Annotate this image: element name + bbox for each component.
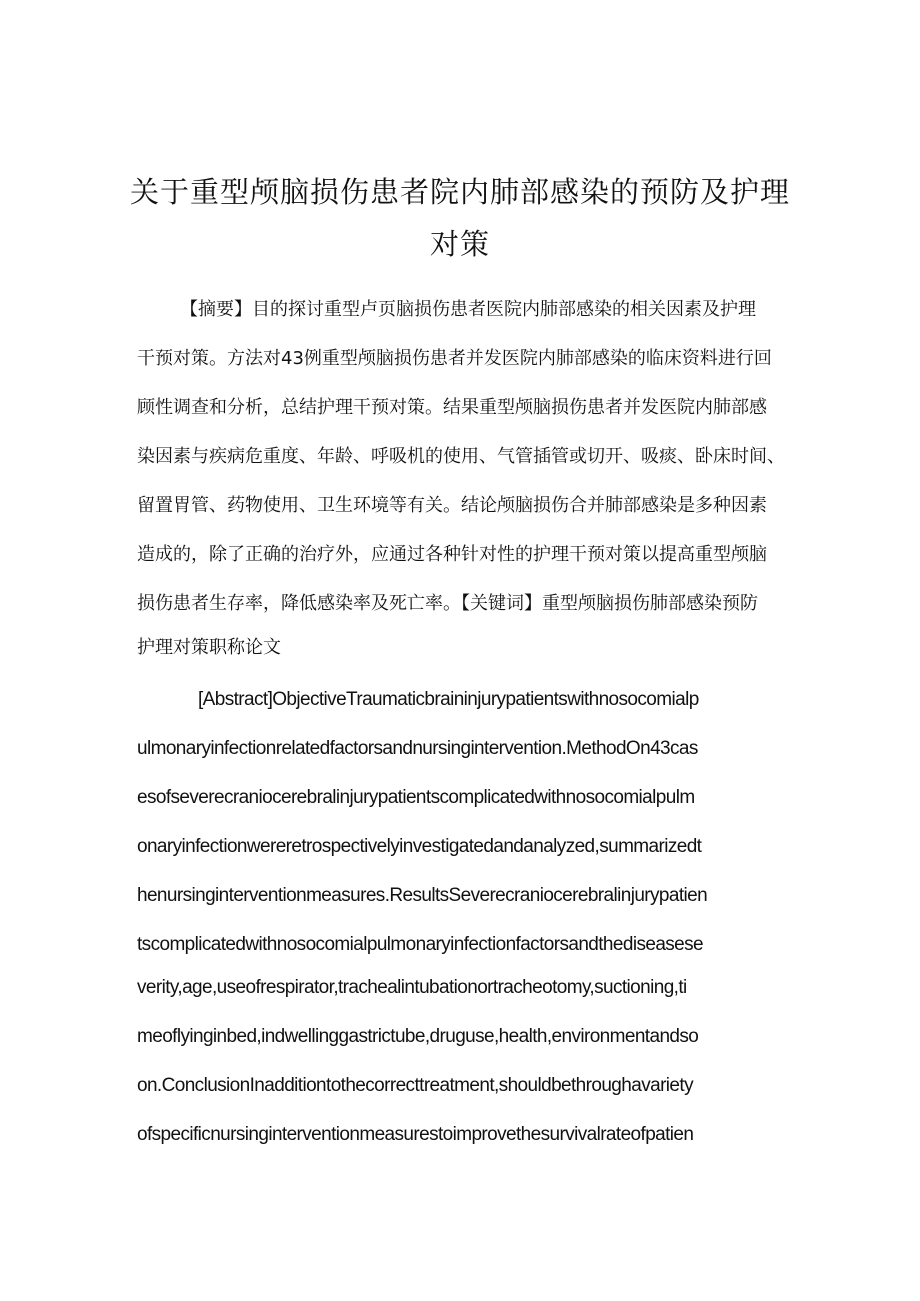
- abstract-cn-line: 造成的，除了正确的治疗外，应通过各种针对性的护理干预对策以提高重型颅脑: [137, 544, 767, 565]
- abstract-en-line: esofseverecraniocerebralinjurypatientscomplicatedwithnosocomialpulm: [137, 787, 695, 808]
- document-title-line-1: 关于重型颅脑损伤患者院内肺部感染的预防及护理: [129, 175, 790, 209]
- abstract-en-line: tscomplicatedwithnosocomialpulmonaryinfectionfactorsandthediseasese: [137, 934, 704, 955]
- abstract-cn-line: 护理对策职称论文: [137, 637, 281, 658]
- abstract-en-line: ofspecificnursinginterventionmeasurestoimprovethesurvivalrateofpatien: [137, 1124, 694, 1145]
- abstract-en-line: verity,age,useofrespirator,trachealintubationortracheotomy,suctioning,ti: [137, 977, 687, 998]
- abstract-en-line: meoflyinginbed,indwellinggastrictube,druguse,health,environmentandso: [137, 1026, 699, 1047]
- abstract-cn-line: 【摘要】目的探讨重型卢页脑损伤患者医院内肺部感染的相关因素及护理: [180, 299, 756, 320]
- abstract-en-line: henursinginterventionmeasures.ResultsSeverecraniocerebralinjurypatien: [137, 885, 708, 906]
- abstract-cn-line: 顾性调查和分析，总结护理干预对策。结果重型颅脑损伤患者并发医院内肺部感: [137, 397, 767, 418]
- abstract-en-line: on.ConclusionInadditiontothecorrecttreatment,shouldbethroughavariety: [137, 1075, 693, 1096]
- abstract-en-line: onaryinfectionwereretrospectivelyinvestigatedandanalyzed,summarizedt: [137, 836, 702, 857]
- abstract-cn-line: 染因素与疾病危重度、年龄、呼吸机的使用、气管插管或切开、吸痰、卧床时间、: [137, 446, 785, 467]
- abstract-cn-line: 干预对策。方法对43例重型颅脑损伤患者并发医院内肺部感染的临床资料进行回: [137, 348, 772, 369]
- document-title-line-2: 对策: [429, 227, 490, 261]
- abstract-cn-line: 留置胃管、药物使用、卫生环境等有关。结论颅脑损伤合并肺部感染是多种因素: [137, 495, 767, 516]
- abstract-en-line: ulmonaryinfectionrelatedfactorsandnursingintervention.MethodOn43cas: [137, 738, 698, 759]
- abstract-cn-line: 损伤患者生存率，降低感染率及死亡率。【关键词】重型颅脑损伤肺部感染预防: [137, 593, 758, 614]
- abstract-en-line: [Abstract]ObjectiveTraumaticbraininjurypatientswithnosocomialp: [198, 689, 699, 710]
